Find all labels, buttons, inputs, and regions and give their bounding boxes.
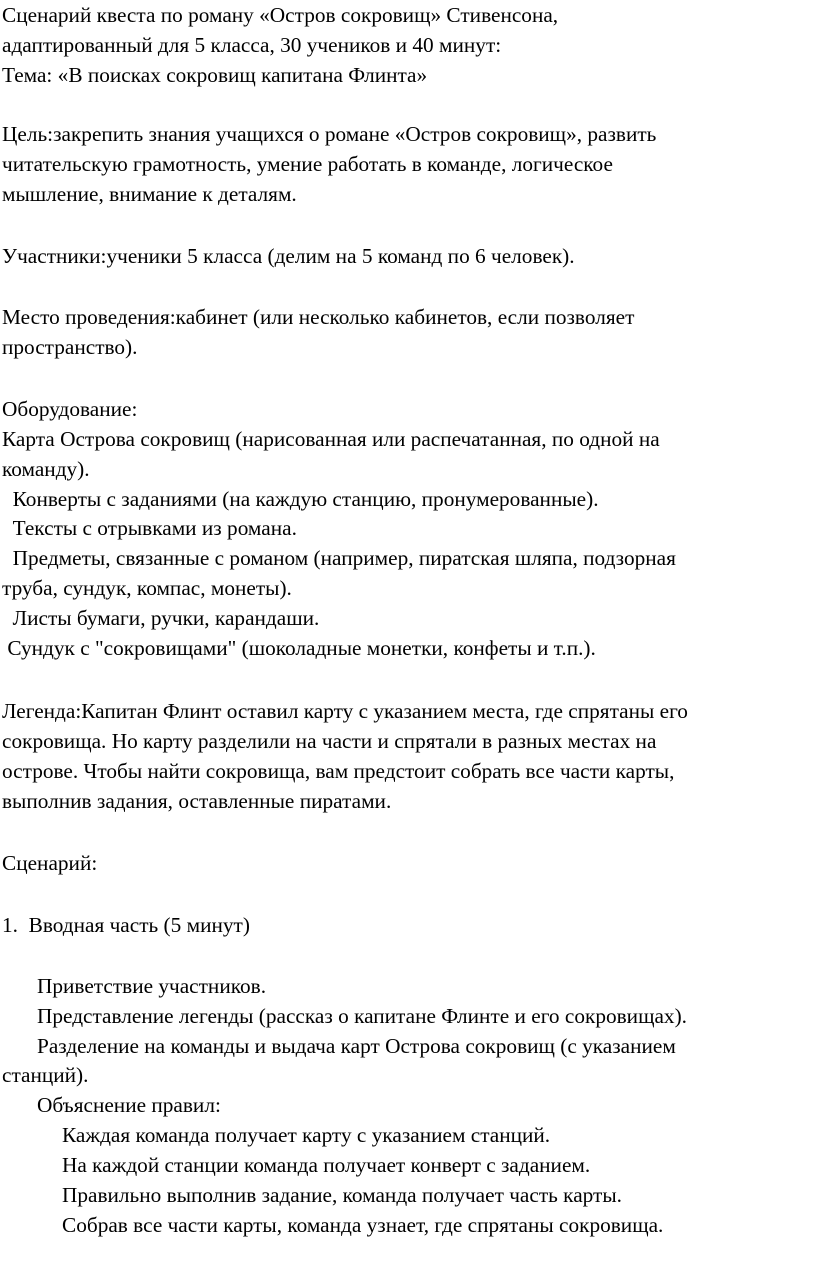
topic-line: Тема: «В поисках сокровищ капитана Флинта» xyxy=(2,63,428,87)
intro-legend: Представление легенды (рассказ о капитане Флинте и его сокровищах). xyxy=(37,1004,687,1028)
intro-greeting: Приветствие участников. xyxy=(37,974,267,998)
equipment-map-line-1: Карта Острова сокровищ (нарисованная или распечатанная, по одной на xyxy=(2,427,660,451)
equipment-items-line-2: труба, сундук, компас, монеты). xyxy=(2,576,292,600)
quest-title-line-2: адаптированный для 5 класса, 30 учеников и 40 минут: xyxy=(2,33,502,57)
equipment-paper: Листы бумаги, ручки, карандаши. xyxy=(2,606,320,630)
equipment-texts: Тексты с отрывками из романа. xyxy=(2,516,297,540)
equipment-heading: Оборудование: xyxy=(2,397,138,421)
goal-line-3: мышление, внимание к деталям. xyxy=(2,182,297,206)
legend-line-1: Легенда:Капитан Флинт оставил карту с указанием места, где спрятаны его xyxy=(2,699,688,723)
rule-item-1: Каждая команда получает карту с указанием станций. xyxy=(62,1123,551,1147)
quest-title-line-1: Сценарий квеста по роману «Остров сокровищ» Стивенсона, xyxy=(2,3,559,27)
goal-line-1: Цель:закрепить знания учащихся о романе «Остров сокровищ», развить xyxy=(2,122,657,146)
intro-section-heading: 1. Вводная часть (5 минут) xyxy=(2,913,250,937)
rule-item-4: Собрав все части карты, команда узнает, где спрятаны сокровища. xyxy=(62,1213,664,1237)
rules-heading: Объяснение правил: xyxy=(37,1093,221,1117)
rule-item-3: Правильно выполнив задание, команда получает часть карты. xyxy=(62,1183,622,1207)
equipment-chest: Сундук с "сокровищами" (шоколадные монетки, конфеты и т.п.). xyxy=(2,636,596,660)
equipment-envelopes: Конверты с заданиями (на каждую станцию, пронумерованные). xyxy=(2,487,599,511)
intro-teams-line-1: Разделение на команды и выдача карт Острова сокровищ (с указанием xyxy=(37,1034,676,1058)
participants-line: Участники:ученики 5 класса (делим на 5 команд по 6 человек). xyxy=(2,244,575,268)
equipment-items-line-1: Предметы, связанные с романом (например, пиратская шляпа, подзорная xyxy=(2,546,676,570)
venue-line-2: пространство). xyxy=(2,335,138,359)
legend-line-3: острове. Чтобы найти сокровища, вам предстоит собрать все части карты, xyxy=(2,759,675,783)
venue-line-1: Место проведения:кабинет (или несколько кабинетов, если позволяет xyxy=(2,305,635,329)
legend-line-4: выполнив задания, оставленные пиратами. xyxy=(2,789,392,813)
intro-teams-line-2: станций). xyxy=(2,1063,89,1087)
equipment-map-line-2: команду). xyxy=(2,457,90,481)
goal-line-2: читательскую грамотность, умение работать в команде, логическое xyxy=(2,152,613,176)
rule-item-2: На каждой станции команда получает конверт с заданием. xyxy=(62,1153,591,1177)
scenario-heading: Сценарий: xyxy=(2,851,98,875)
legend-line-2: сокровища. Но карту разделили на части и спрятали в разных местах на xyxy=(2,729,657,753)
